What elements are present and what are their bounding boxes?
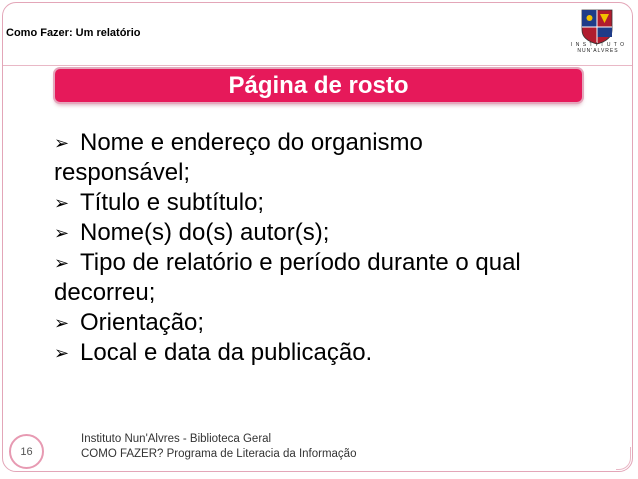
bullet-item: ➢ Nome e endereço do organismo responsável; xyxy=(54,129,423,186)
arrow-bullet-icon: ➢ xyxy=(54,253,70,273)
bullet-item: ➢ Orientação; xyxy=(54,309,205,336)
page-number: 16 xyxy=(20,446,33,458)
arrow-bullet-icon: ➢ xyxy=(54,223,70,243)
footer-line-1: Instituto Nun'Alvres - Biblioteca Geral xyxy=(81,433,272,445)
arrow-bullet-icon: ➢ xyxy=(54,193,70,213)
section-banner xyxy=(55,69,582,102)
logo-text: I N S T I T U T O NUN'ALVRES xyxy=(571,42,625,54)
arrow-bullet-icon: ➢ xyxy=(54,343,70,363)
arrow-bullet-icon: ➢ xyxy=(54,133,70,153)
banner-title: Página de rosto xyxy=(228,72,409,99)
bullet-item: ➢ Local e data da publicação. xyxy=(54,339,373,366)
footer-text xyxy=(81,432,356,462)
footer-line-2: COMO FAZER? Programa de Literacia da Informação xyxy=(81,448,357,460)
page-number-badge xyxy=(9,434,44,469)
bullet-item: ➢ Nome(s) do(s) autor(s); xyxy=(54,219,330,246)
bullet-list xyxy=(54,128,614,368)
arrow-bullet-icon: ➢ xyxy=(54,313,70,333)
bullet-item: ➢ Título e subtítulo; xyxy=(54,189,265,216)
bullet-item: ➢ Tipo de relatório e período durante o qual decorreu; xyxy=(54,249,521,306)
header-title: Como Fazer: Um relatório xyxy=(6,27,141,39)
